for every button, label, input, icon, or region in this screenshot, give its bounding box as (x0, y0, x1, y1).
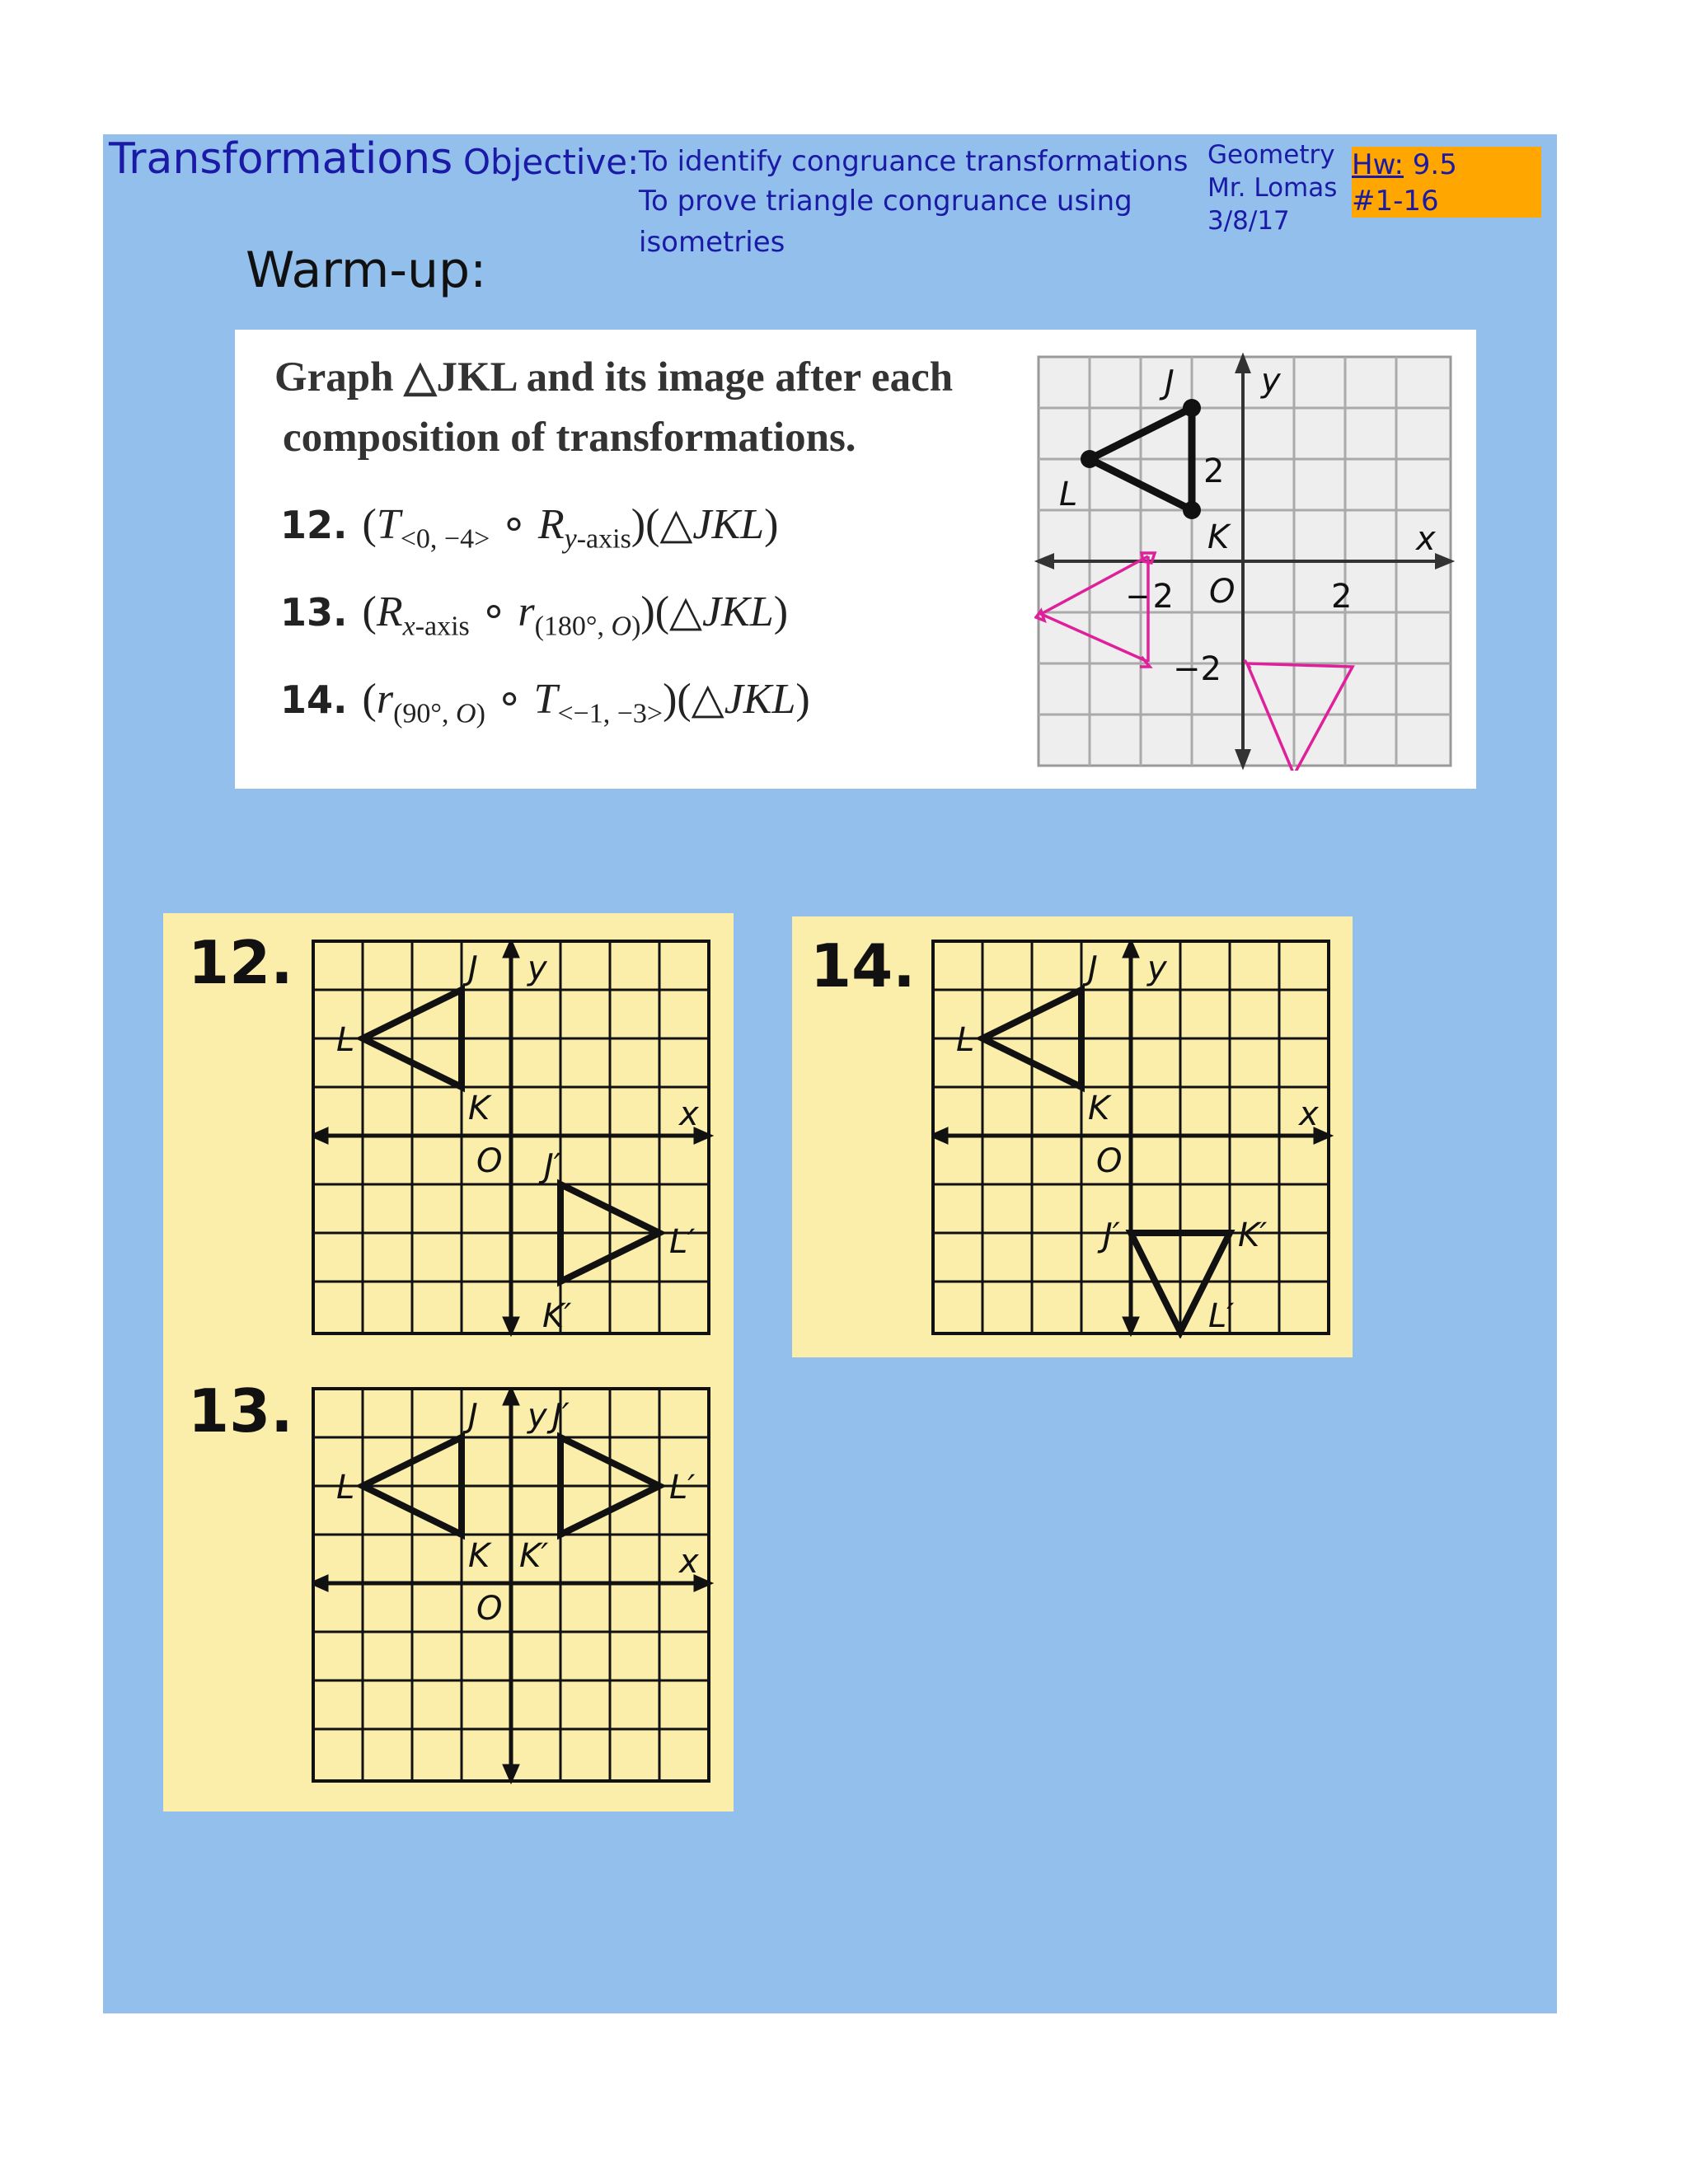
svg-text:K′: K′ (1238, 1216, 1268, 1254)
svg-text:O: O (1096, 1142, 1123, 1180)
svg-text:y: y (528, 1397, 547, 1435)
svg-text:J′: J′ (544, 1147, 561, 1185)
teacher-name: Mr. Lomas (1207, 173, 1338, 203)
homework-range: #1-16 (1352, 185, 1439, 218)
svg-text:2: 2 (1331, 578, 1353, 616)
svg-text:x: x (679, 1543, 699, 1581)
svg-text:K: K (468, 1537, 490, 1575)
objective-line-2: To prove triangle congruance using (639, 185, 1132, 218)
prompt-line-1: Graph △JKL and its image after each (274, 354, 954, 401)
homework-label: Hw: (1352, 148, 1404, 181)
answer-graph-13 (312, 1387, 714, 1786)
prompt-line-2: composition of transformations. (283, 415, 856, 461)
answer-graph-12 (312, 940, 714, 1338)
svg-text:L: L (1059, 476, 1078, 513)
svg-text:−2: −2 (1173, 650, 1221, 688)
svg-text:K: K (468, 1090, 490, 1127)
problem-12: 12. ($T_{<0, -4>}$ ∘ $R_{y-axis})(\triangle JKL)$ (280, 501, 779, 555)
svg-text:K′: K′ (542, 1297, 572, 1335)
svg-text:y: y (528, 949, 547, 987)
objective-label: Objective: (463, 142, 640, 182)
svg-text:J: J (1088, 949, 1098, 987)
svg-text:L′: L′ (669, 1469, 696, 1507)
lesson-date: 3/8/17 (1207, 206, 1290, 236)
svg-text:x: x (679, 1095, 699, 1133)
warmup-heading: Warm-up: (246, 241, 487, 299)
svg-text:J′: J′ (552, 1397, 570, 1435)
svg-text:K′: K′ (519, 1537, 549, 1575)
svg-text:K: K (1088, 1090, 1110, 1127)
svg-text:O: O (476, 1142, 503, 1180)
answer-14-number: 14. (810, 931, 916, 1001)
svg-text:L′: L′ (669, 1223, 696, 1261)
svg-text:O: O (1209, 573, 1236, 611)
objective-line-1: To identify congruance transformations (639, 145, 1189, 178)
svg-text:J: J (1165, 363, 1175, 401)
svg-text:y: y (1261, 362, 1281, 400)
answer-graph-14 (931, 940, 1334, 1338)
svg-text:y: y (1147, 949, 1167, 987)
svg-text:L: L (336, 1021, 355, 1059)
svg-text:L: L (956, 1021, 975, 1059)
page-title: Transformations (109, 134, 453, 184)
course-info (1207, 138, 1337, 237)
svg-text:O: O (476, 1590, 503, 1628)
svg-text:L: L (336, 1469, 355, 1507)
homework-box (1352, 147, 1541, 218)
svg-text:J: J (468, 949, 478, 987)
course-name: Geometry (1207, 140, 1335, 170)
svg-text:J: J (468, 1397, 478, 1435)
homework-section: 9.5 (1403, 148, 1457, 181)
answer-13-number: 13. (188, 1376, 293, 1446)
objective-line-3: isometries (639, 226, 785, 259)
svg-text:J′: J′ (1103, 1216, 1120, 1254)
warmup-graph (1034, 350, 1455, 771)
svg-text:−2: −2 (1125, 578, 1174, 616)
svg-text:x: x (1299, 1095, 1319, 1133)
svg-text:x: x (1416, 520, 1436, 558)
svg-text:2: 2 (1203, 452, 1225, 490)
answer-12-number: 12. (188, 928, 293, 997)
problem-13: 13. ($R_{x-axis}$ ∘ $r_{(180^\circ, O)})(\triangle JKL)$ (280, 588, 789, 642)
svg-text:K: K (1207, 518, 1230, 556)
svg-text:L′: L′ (1208, 1297, 1235, 1335)
problem-14: 14. ($r_{(90^\circ, O)}$ ∘ $T_{<-1, -3>})(\triangle JKL)$ (280, 676, 810, 729)
